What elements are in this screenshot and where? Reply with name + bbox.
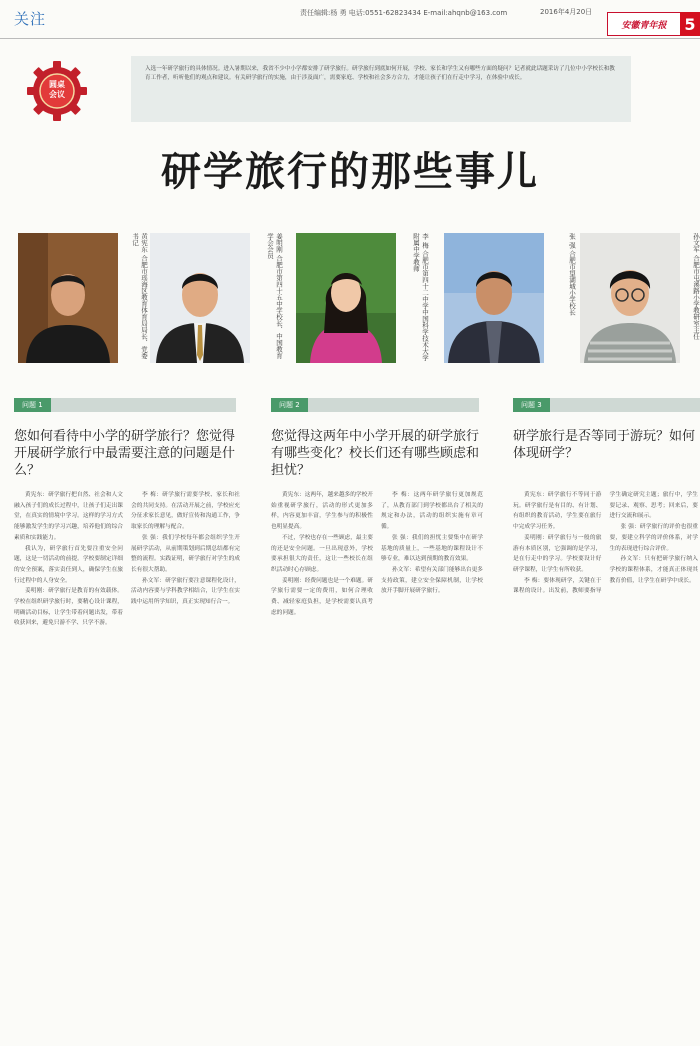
badge-line-1: 圆桌: [49, 80, 65, 89]
question-1-body: [14, 490, 240, 1040]
portrait-2: [150, 233, 250, 363]
intro-summary: 入选一年研学旅行的具体情况。进入暑期以来，我省不少中小学都安排了研学旅行。研学旅行到底如何开展，学校、家长和学生又有哪些方面的疑问？记者就此话题采访了几位中小学校长和教育工作者，听听他们的观点和建议。有关研学旅行的实施，由于涉及面广，需要家庭、学校和社会多方合力，才能让孩子们在行走中学习，在体验中成长。: [131, 56, 631, 122]
answer-paragraph: 李 梅：研学旅行需要学校、家长和社会的共同支持。在活动开展之前，学校应充分征求家长意见，做好宣传和沟通工作，争取家长的理解与配合。: [131, 492, 240, 531]
answer-paragraph: 孙文军：研学旅行要注意课程化设计，活动内容要与学科教学相结合，让学生在实践中运用所学知识，真正实现知行合一。: [131, 577, 240, 606]
answer-paragraph: 姜明刚：经费问题也是一个难题。研学旅行需要一定的费用，如何合理收费、减轻家庭负担，是学校需要认真考虑的问题。: [271, 577, 373, 616]
editor-info: 责任编辑:杨 勇 电话:0551-62823434 E-mail:ahqnb@163.com: [300, 9, 508, 17]
question-2-text: 您觉得这两年中小学开展的研学旅行有哪些变化？校长们还有哪些顾虑和担忧？: [271, 429, 480, 478]
roundtable-badge-label: [40, 80, 74, 100]
headline: 研学旅行的那些事儿: [161, 149, 539, 195]
portrait-1: [18, 233, 118, 363]
answer-paragraph: 黄宪东：研学旅行不等同于游玩。研学旅行是有目的、有计划、有组织的教育活动，学生要在旅行中完成学习任务。: [513, 492, 602, 531]
answer-paragraph: 李 梅：这两年研学旅行更加规范了，从教育部门到学校都出台了相关的规定和办法，活动的组织实施有章可循。: [381, 492, 483, 531]
page-number: 5: [680, 12, 700, 36]
question-3-body: [513, 490, 698, 1040]
portrait-4: [444, 233, 544, 363]
issue-date: 2016年4月20日: [540, 8, 593, 16]
answer-paragraph: 孙文军：只有把研学旅行纳入学校的课程体系，才能真正体现其教育价值，让学生在研学中成长。: [609, 556, 698, 584]
question-2-tag: 问题 2: [271, 398, 308, 412]
caption-3: 李 梅 合肥市第四十二中学中国科学技术大学附属中学教师: [412, 233, 429, 361]
caption-5: 孙文军 合肥市屯溪路小学教研室主任: [692, 233, 700, 340]
newspaper-brand: 安徽青年报: [607, 12, 681, 36]
answer-paragraph: 黄宪东：这两年，越来越多的学校开始重视研学旅行，活动的形式更加多样，内容更加丰富，学生参与的积极性也明显提高。: [271, 492, 373, 531]
answer-paragraph: 张 强：我们学校每年都会组织学生开展研学活动，从前期策划到后期总结都有完整的流程。实践证明，研学旅行对学生的成长有很大帮助。: [131, 534, 240, 573]
question-2-body: [271, 490, 483, 1040]
answer-paragraph: 黄宪东：研学旅行把自然、社会和人文融入孩子们的成长过程中，让孩子们走出课堂，在真实的情境中学习。这样的学习方式能够激发学生的学习兴趣，培养他们的综合素质和实践能力。: [14, 492, 123, 541]
portrait-3: [296, 233, 396, 363]
question-2-bar: [271, 398, 479, 412]
caption-2: 姜明刚 合肥市第四十五中学校长、中国教育学会会员: [266, 233, 283, 359]
caption-4: 张 强 合肥市望湖城小学校长: [568, 233, 576, 316]
answer-paragraph: 姜明刚：研学旅行是教育的有效载体。学校在组织研学旅行时，要精心设计课程，明确活动目标，让学生带着问题出发，带着收获回来，避免只游不学、只学不游。: [14, 588, 123, 627]
portrait-5: [580, 233, 680, 363]
answer-paragraph: 不过，学校也存在一些顾虑，最主要的还是安全问题。一旦出现意外，学校要承担很大的责任，这让一些校长在组织活动时心存顾虑。: [271, 534, 373, 573]
answer-paragraph: 孙文军：希望有关部门能够出台更多支持政策，建立安全保障机制，让学校放开手脚开展研学旅行。: [381, 566, 483, 595]
question-3-bar: [513, 398, 700, 412]
caption-1: 黄宪东 合肥市瑶海区教育体育局局长、党委书记: [131, 233, 148, 359]
question-1-tag: 问题 1: [14, 398, 51, 412]
section-label: 关注: [14, 10, 47, 28]
answer-paragraph: 张 强：研学旅行的评价也很重要，要建立科学的评价体系，对学生的表现进行综合评价。: [609, 524, 698, 552]
question-1-text: 您如何看待中小学的研学旅行？您觉得开展研学旅行中最需要注意的问题是什么？: [14, 429, 236, 478]
answer-paragraph: 李 梅：要体现研学，关键在于课程的设计。出发前，教师要指导学生确定研究主题；旅行中，学生要记录、观察、思考；回来后，要进行交流和展示。: [513, 492, 698, 595]
answer-paragraph: 姜明刚：研学旅行与一般的旅游有本质区别，它强调的是学习，是在行走中的学习。学校要设计好研学课程，让学生有所收获。: [513, 534, 602, 573]
answer-paragraph: 我认为，研学旅行首先要注重安全问题，这是一切活动的前提。学校要制定详细的安全预案，落实责任到人，确保学生在旅行过程中的人身安全。: [14, 545, 123, 584]
header-rule: [0, 38, 700, 39]
question-3-text: 研学旅行是否等同于游玩？如何体现研学？: [513, 429, 696, 461]
question-1-bar: [14, 398, 236, 412]
question-3-tag: 问题 3: [513, 398, 550, 412]
badge-line-2: 会议: [49, 90, 65, 99]
answer-paragraph: 张 强：我们的担忧主要集中在研学基地的质量上，一些基地的课程设计不够专业，难以达到预期的教育效果。: [381, 534, 483, 563]
